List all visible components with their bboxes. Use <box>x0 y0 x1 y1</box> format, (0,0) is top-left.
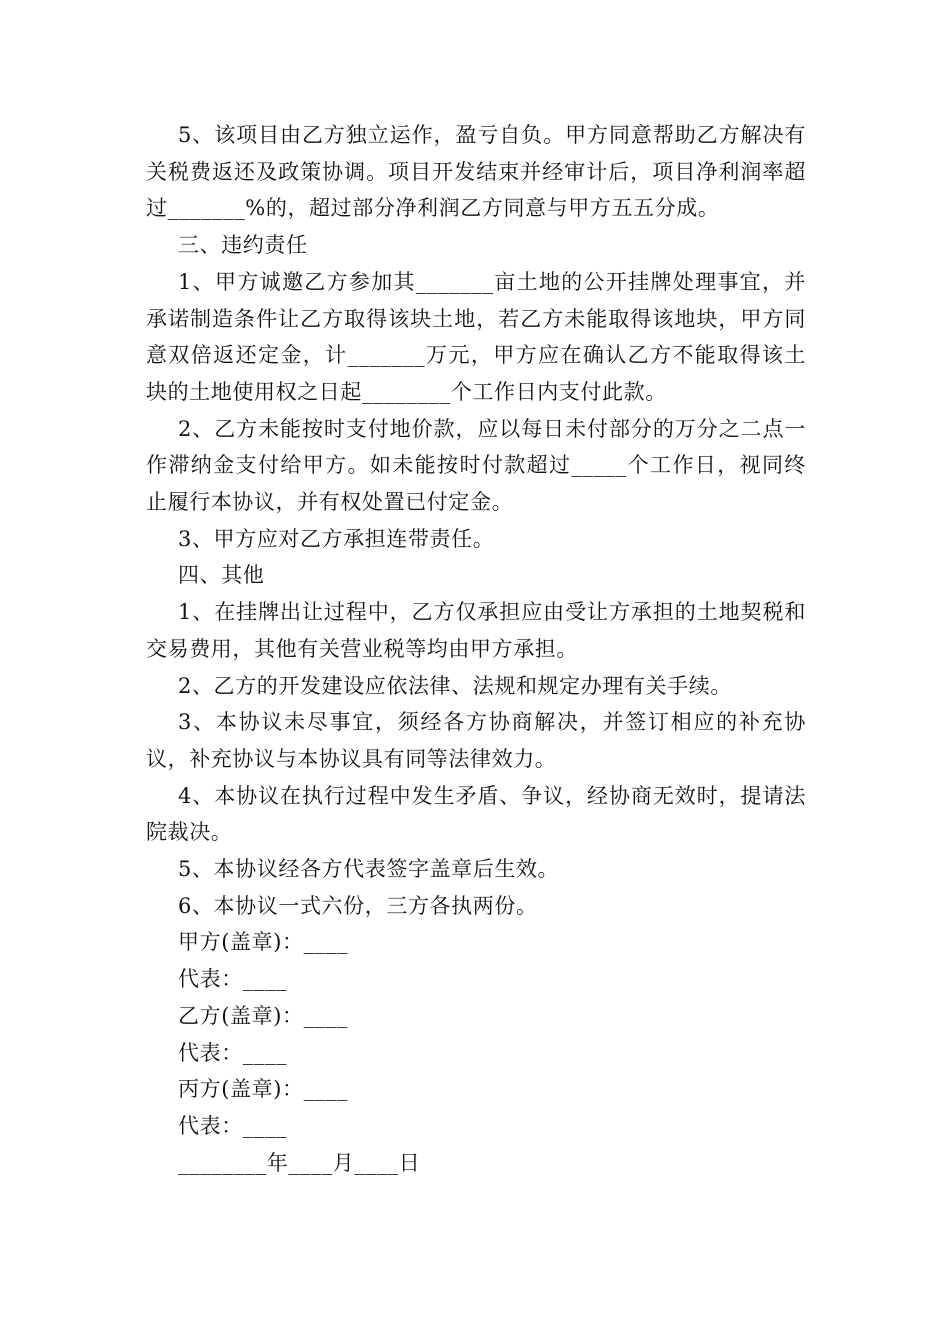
signing-date-line: ________年____月____日 <box>178 1150 421 1175</box>
clause-2-5: 5、该项目由乙方独立运作，盈亏自负。甲方同意帮助乙方解决有关税费返还及政策协调。项目开发结束并经审计后，项目净利润率超过_______%的，超过部分净利润乙方同意与甲方五五分成。 <box>146 123 806 221</box>
clause-3-3: 3、甲方应对乙方承担连带责任。 <box>178 526 495 551</box>
clause-4-2: 2、乙方的开发建设应依法律、法规和规定办理有关手续。 <box>178 673 732 698</box>
clause-4-4: 4、本协议在执行过程中发生矛盾、争议，经协商无效时，提请法院裁决。 <box>146 783 806 845</box>
party-a-representative-line: 代表：____ <box>178 967 288 992</box>
section-3-heading: 三、违约责任 <box>178 233 308 258</box>
document-page <box>146 117 806 1181</box>
clause-4-1: 1、在挂牌出让过程中，乙方仅承担应由受让方承担的土地契税和交易费用，其他有关营业税等均由甲方承担。 <box>146 600 806 661</box>
clause-4-3: 3、本协议未尽事宜，须经各方协商解决，并签订相应的补充协议，补充协议与本协议具有同等法律效力。 <box>146 710 806 771</box>
party-b-representative-line: 代表：____ <box>178 1040 288 1065</box>
clause-3-2: 2、乙方未能按时支付地价款，应以每日未付部分的万分之二点一作滞纳金支付给甲方。如未能按时付款超过_____个工作日，视同终止履行本协议，并有权处置已付定金。 <box>146 416 806 515</box>
party-b-seal-line: 乙方(盖章)：____ <box>178 1003 348 1028</box>
clause-3-1: 1、甲方诚邀乙方参加其_______亩土地的公开挂牌处理事宜，并承诺制造条件让乙方取得该块土地，若乙方未能取得该地块，甲方同意双倍返还定金，计_______万元，甲方应在确认乙方不能取得该土块的土地使用权之日起________个工作日内支付此款。 <box>146 269 806 404</box>
party-a-seal-line: 甲方(盖章)：____ <box>178 930 348 955</box>
clause-4-5: 5、本协议经各方代表签字盖章后生效。 <box>178 857 560 882</box>
clause-4-6: 6、本协议一式六份，三方各执两份。 <box>178 893 538 918</box>
party-c-seal-line: 丙方(盖章)：____ <box>178 1077 348 1102</box>
party-c-representative-line: 代表：____ <box>178 1113 288 1138</box>
section-4-heading: 四、其他 <box>178 563 265 588</box>
